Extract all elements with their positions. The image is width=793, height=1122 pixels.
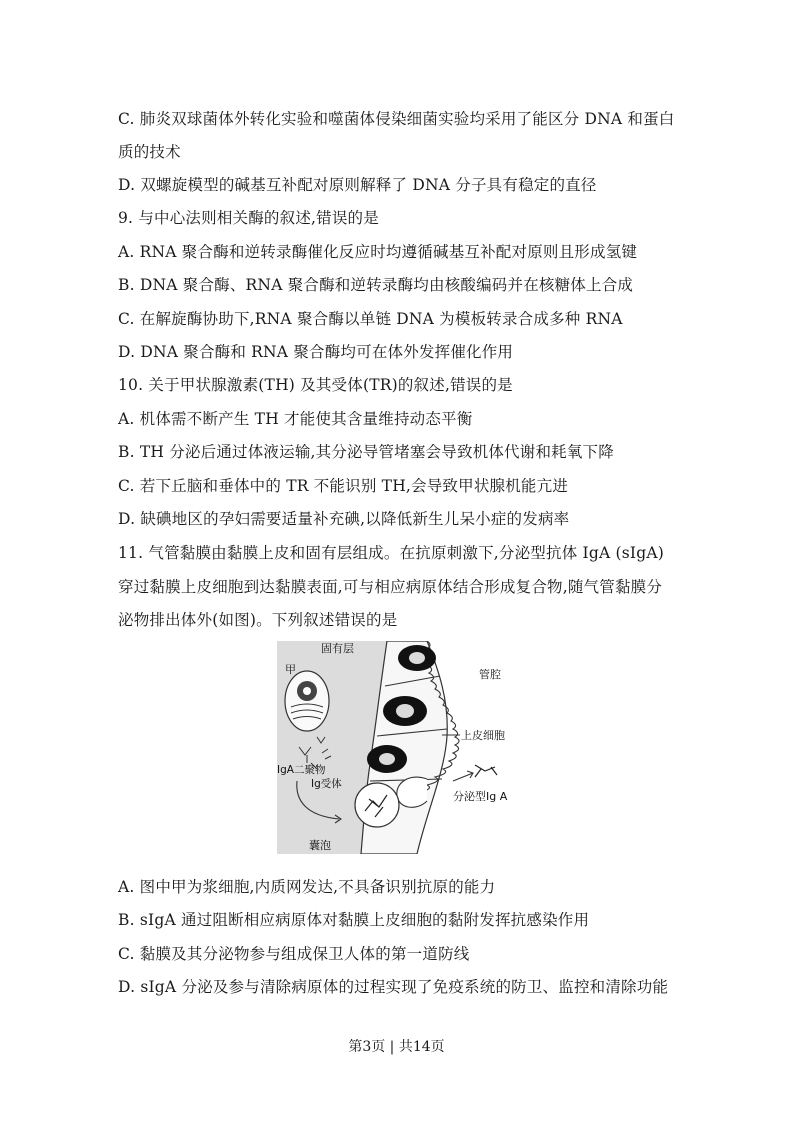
q10-option-b: B. TH 分泌后通过体液运输,其分泌导管堵塞会导致机体代谢和耗氧下降 — [118, 443, 614, 461]
q8-option-c-line1: C. 肺炎双球菌体外转化实验和噬菌体侵染细菌实验均采用了能区分 DNA 和蛋白 — [118, 110, 675, 128]
label-vesicle: 囊泡 — [309, 839, 331, 852]
q11-stem-line2: 穿过黏膜上皮细胞到达黏膜表面,可与相应病原体结合形成复合物,随气管黏膜分 — [118, 578, 663, 596]
q11-stem-line1: 11. 气管黏膜由黏膜上皮和固有层组成。在抗原刺激下,分泌型抗体 IgA (sIgA) — [118, 544, 664, 562]
q10-option-c: C. 若下丘脑和垂体中的 TR 不能识别 TH,会导致甲状腺机能亢进 — [118, 477, 569, 495]
label-lumen: 管腔 — [479, 668, 501, 681]
q11-option-c: C. 黏膜及其分泌物参与组成保卫人体的第一道防线 — [118, 945, 470, 963]
q11-stem-line3: 泌物排出体外(如图)。下列叙述错误的是 — [118, 611, 398, 629]
q9-option-b: B. DNA 聚合酶、RNA 聚合酶和逆转录酶均由核酸编码并在核糖体上合成 — [118, 276, 634, 294]
q10-option-a: A. 机体需不断产生 TH 才能使其含量维持动态平衡 — [118, 410, 473, 428]
label-jia: 甲 — [285, 663, 296, 676]
label-lamina: 固有层 — [321, 642, 354, 655]
q8-option-d: D. 双螺旋模型的碱基互补配对原则解释了 DNA 分子具有稳定的直径 — [118, 176, 597, 194]
q10-option-d: D. 缺碘地区的孕妇需要适量补充碘,以降低新生儿呆小症的发病率 — [118, 510, 570, 528]
mucosa-figure — [277, 641, 512, 854]
q11-option-a: A. 图中甲为浆细胞,内质网发达,不具备识别抗原的能力 — [118, 878, 496, 896]
q10-stem: 10. 关于甲状腺激素(TH) 及其受体(TR)的叙述,错误的是 — [118, 376, 513, 394]
q11-option-b: B. sIgA 通过阻断相应病原体对黏膜上皮细胞的黏附发挥抗感染作用 — [118, 911, 590, 929]
q9-option-d: D. DNA 聚合酶和 RNA 聚合酶均可在体外发挥催化作用 — [118, 343, 514, 361]
label-secretory-iga: 分泌型Ig A — [453, 790, 508, 803]
q9-stem: 9. 与中心法则相关酶的叙述,错误的是 — [118, 209, 379, 227]
q9-option-a: A. RNA 聚合酶和逆转录酶催化反应时均遵循碱基互补配对原则且形成氢键 — [118, 243, 638, 261]
label-iga-dimer: IgA二聚物 — [277, 764, 326, 776]
q11-option-d: D. sIgA 分泌及参与清除病原体的过程实现了免疫系统的防卫、监控和清除功能 — [118, 978, 669, 996]
q8-option-c-line2: 质的技术 — [118, 143, 181, 161]
q9-option-c: C. 在解旋酶协助下,RNA 聚合酶以单链 DNA 为模板转录合成多种 RNA — [118, 310, 623, 328]
label-epithelial: 上皮细胞 — [461, 729, 505, 742]
label-ig-receptor: Ig受体 — [311, 778, 342, 790]
page-footer: 第3页 | 共14页 — [348, 1039, 445, 1055]
